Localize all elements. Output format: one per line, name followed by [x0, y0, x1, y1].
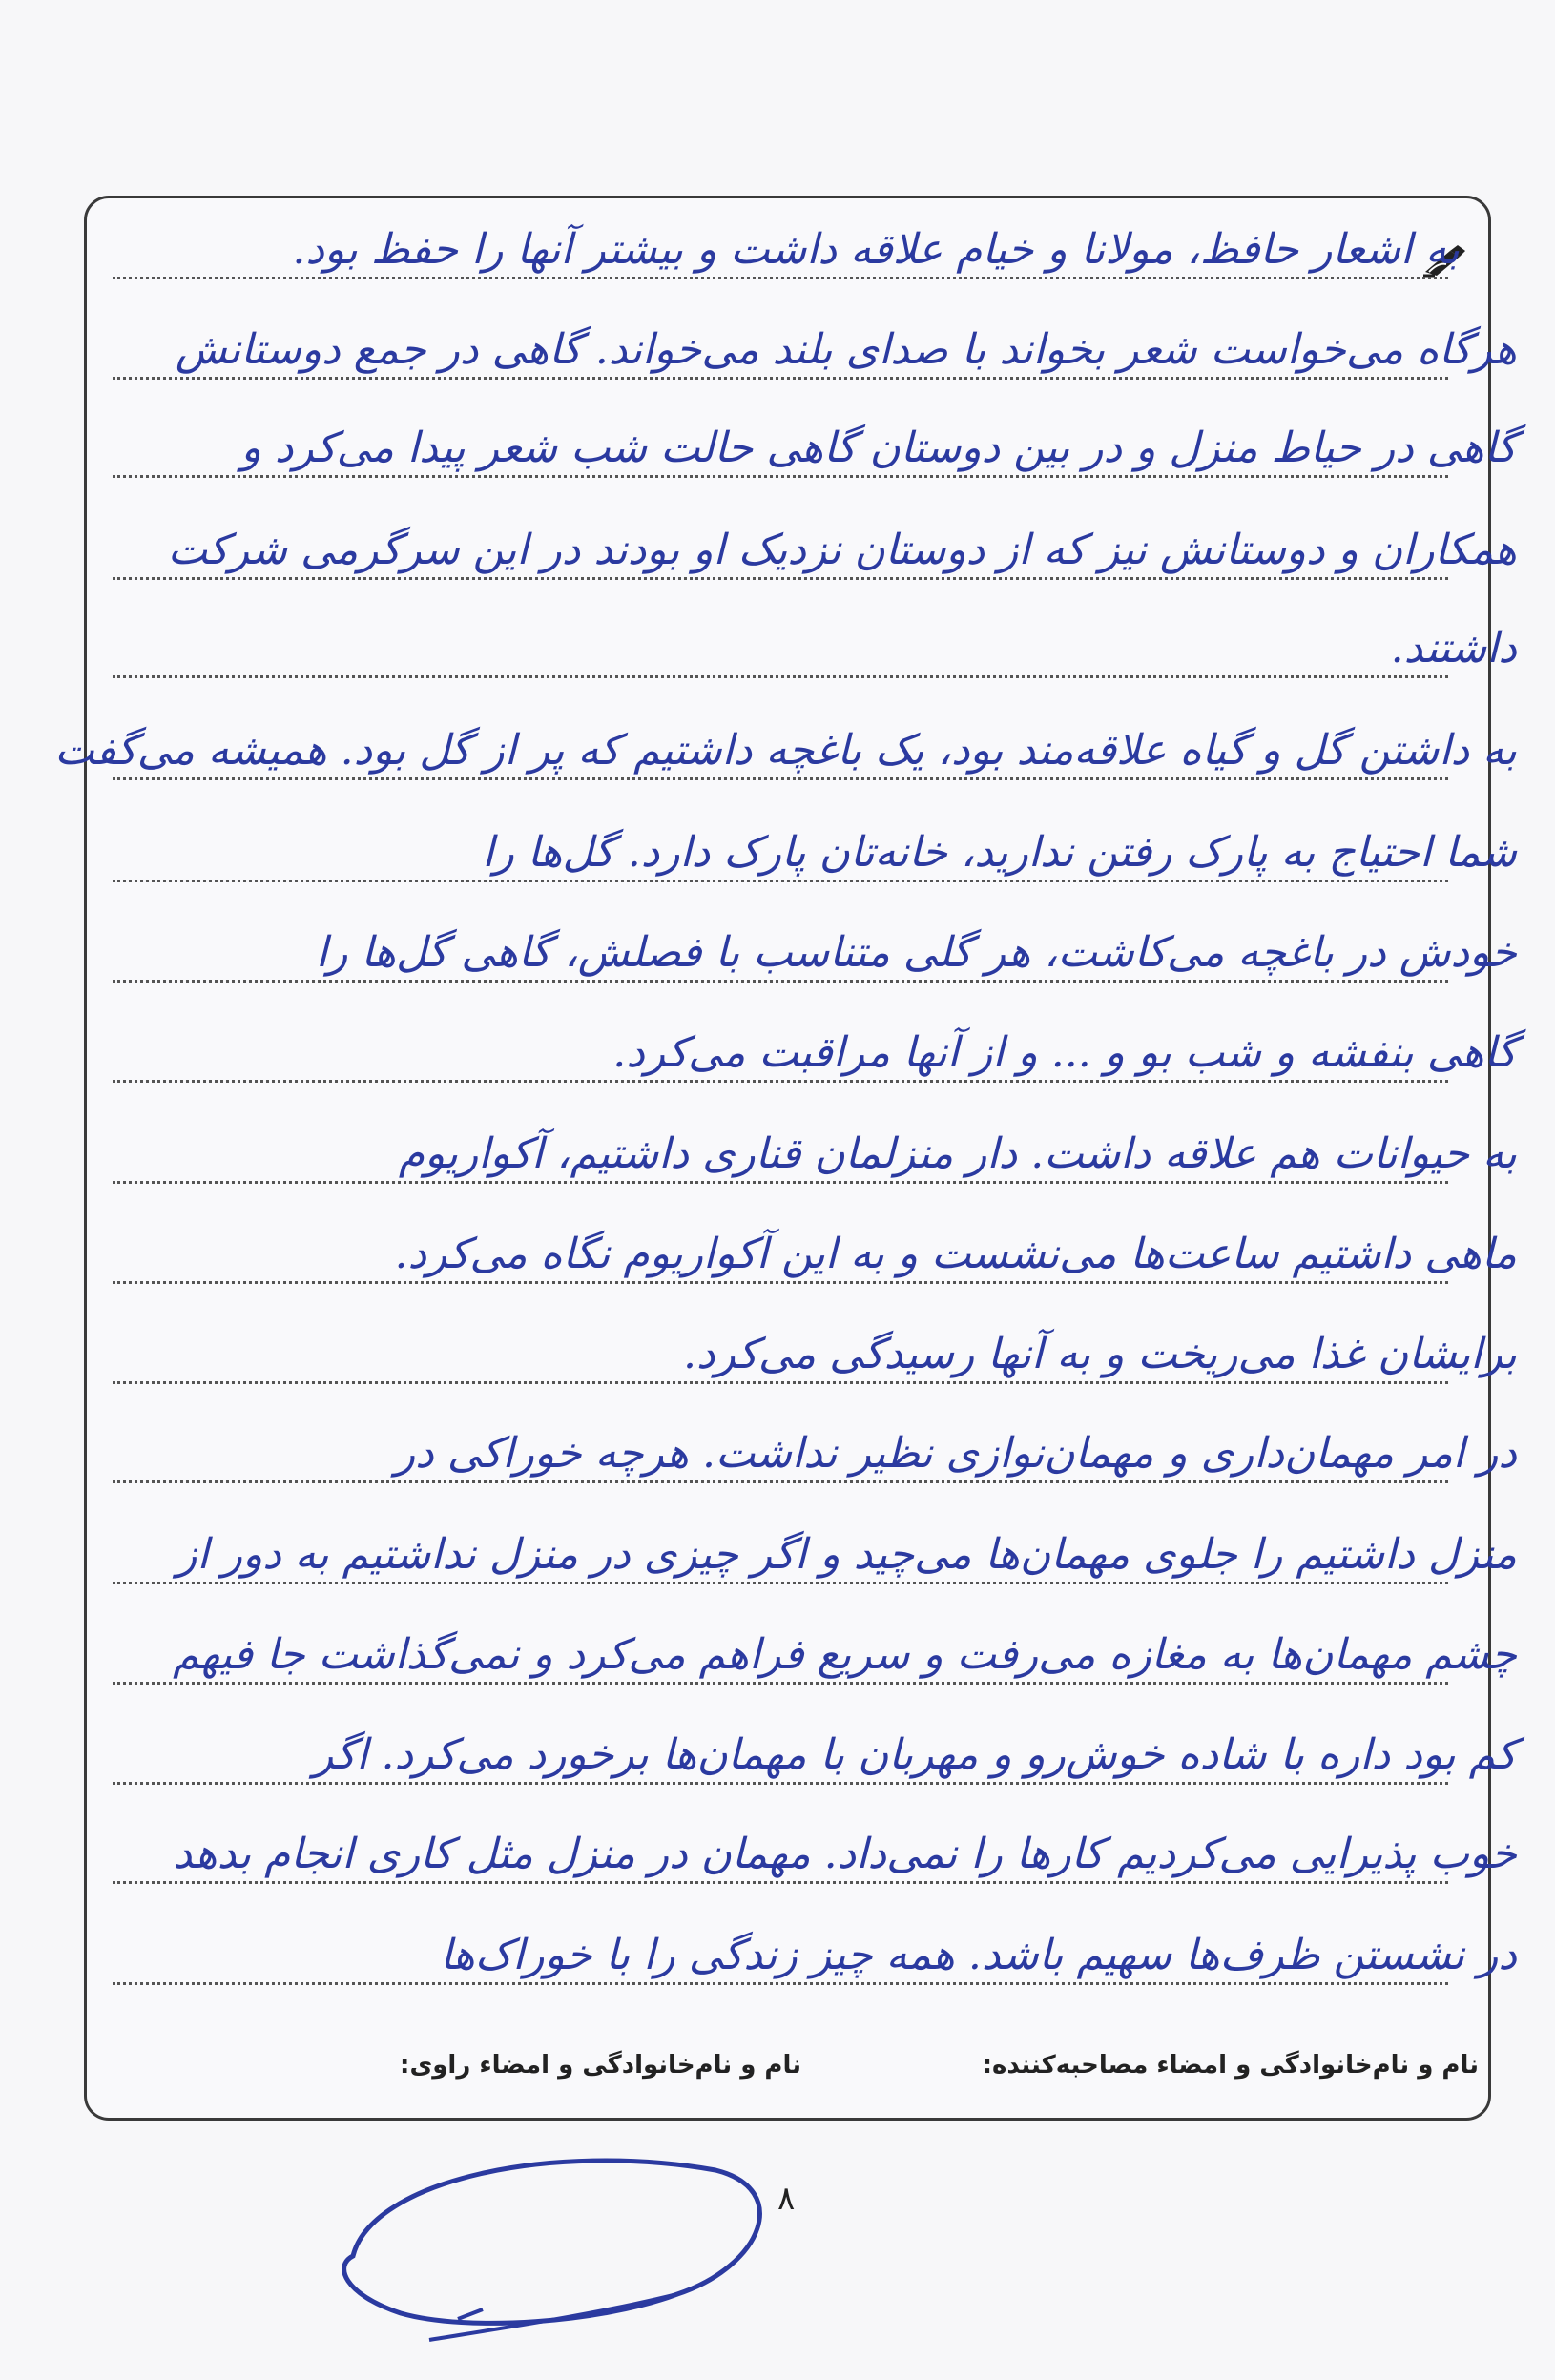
handwritten-line: هرگاه می‌خواست شعر بخواند با صدای بلند می‌خواند. گاهی در جمع دوستانش	[175, 325, 1517, 374]
handwritten-line: به داشتن گل و گیاه علاقه‌مند بود، یک باغچه داشتیم که پر از گل بود. همیشه می‌گفت	[54, 726, 1517, 775]
handwritten-line: برایشان غذا می‌ریخت و به آنها رسیدگی می‌کرد.	[683, 1330, 1517, 1378]
handwritten-line: به حیوانات هم علاقه داشت. دار منزلمان قناری داشتیم، آکواریوم	[398, 1129, 1517, 1178]
handwritten-line: چشم مهمان‌ها به مغازه می‌رفت و سریع فراهم می‌کرد و نمی‌گذاشت جا فیهم	[173, 1630, 1517, 1679]
narrator-signature-label: نام و نام‌خانوادگی و امضاء راوی:	[400, 2051, 801, 2080]
handwritten-line: ماهی داشتیم ساعت‌ها می‌نشست و به این آکواریوم نگاه می‌کرد.	[394, 1230, 1517, 1278]
handwritten-line: گاهی در حیاط منزل و در بین دوستان گاهی حالت شب شعر پیدا می‌کرد و	[240, 424, 1517, 472]
handwritten-line: منزل داشتیم را جلوی مهمان‌ها می‌چید و اگر چیزی در منزل نداشتیم به دور از	[176, 1530, 1517, 1579]
handwritten-line: کم بود داره با شاده خوش‌رو و مهربان با مهمان‌ها برخورد می‌کرد. اگر	[313, 1730, 1517, 1779]
handwritten-line: همکاران و دوستانش نیز که از دوستان نزدیک او بودند در این سرگرمی شرکت	[167, 526, 1517, 574]
page-number: ۸	[778, 2180, 796, 2218]
interviewer-signature-label: نام و نام‌خانوادگی و امضاء مصاحبه‌کننده:	[982, 2051, 1479, 2080]
handwritten-line: شما احتیاج به پارک رفتن ندارید، خانه‌تان پارک دارد. گل‌ها را	[482, 828, 1517, 877]
handwritten-line: خوب پذیرایی می‌کردیم کارها را نمی‌داد. مهمان در منزل مثل کاری انجام بدهد	[173, 1830, 1517, 1878]
handwritten-line: خودش در باغچه می‌کاشت، هر گلی متناسب با فصلش، گاهی گل‌ها را	[315, 928, 1517, 977]
handwritten-line: به اشعار حافظ، مولانا و خیام علاقه داشت و بیشتر آنها را حفظ بود.	[292, 225, 1460, 274]
handwritten-line: در امر مهمان‌داری و مهمان‌نوازی نظیر نداشت. هرچه خوراکی در	[394, 1429, 1517, 1478]
handwritten-line: گاهی بنفشه و شب بو و ... و از آنها مراقبت می‌کرد.	[612, 1028, 1517, 1077]
handwritten-line: داشتند.	[1390, 624, 1517, 673]
signature-scribble	[315, 2122, 792, 2342]
handwritten-line: در نشستن ظرف‌ها سهیم باشد. همه چیز زندگی را با خوراک‌ها	[440, 1931, 1517, 1979]
